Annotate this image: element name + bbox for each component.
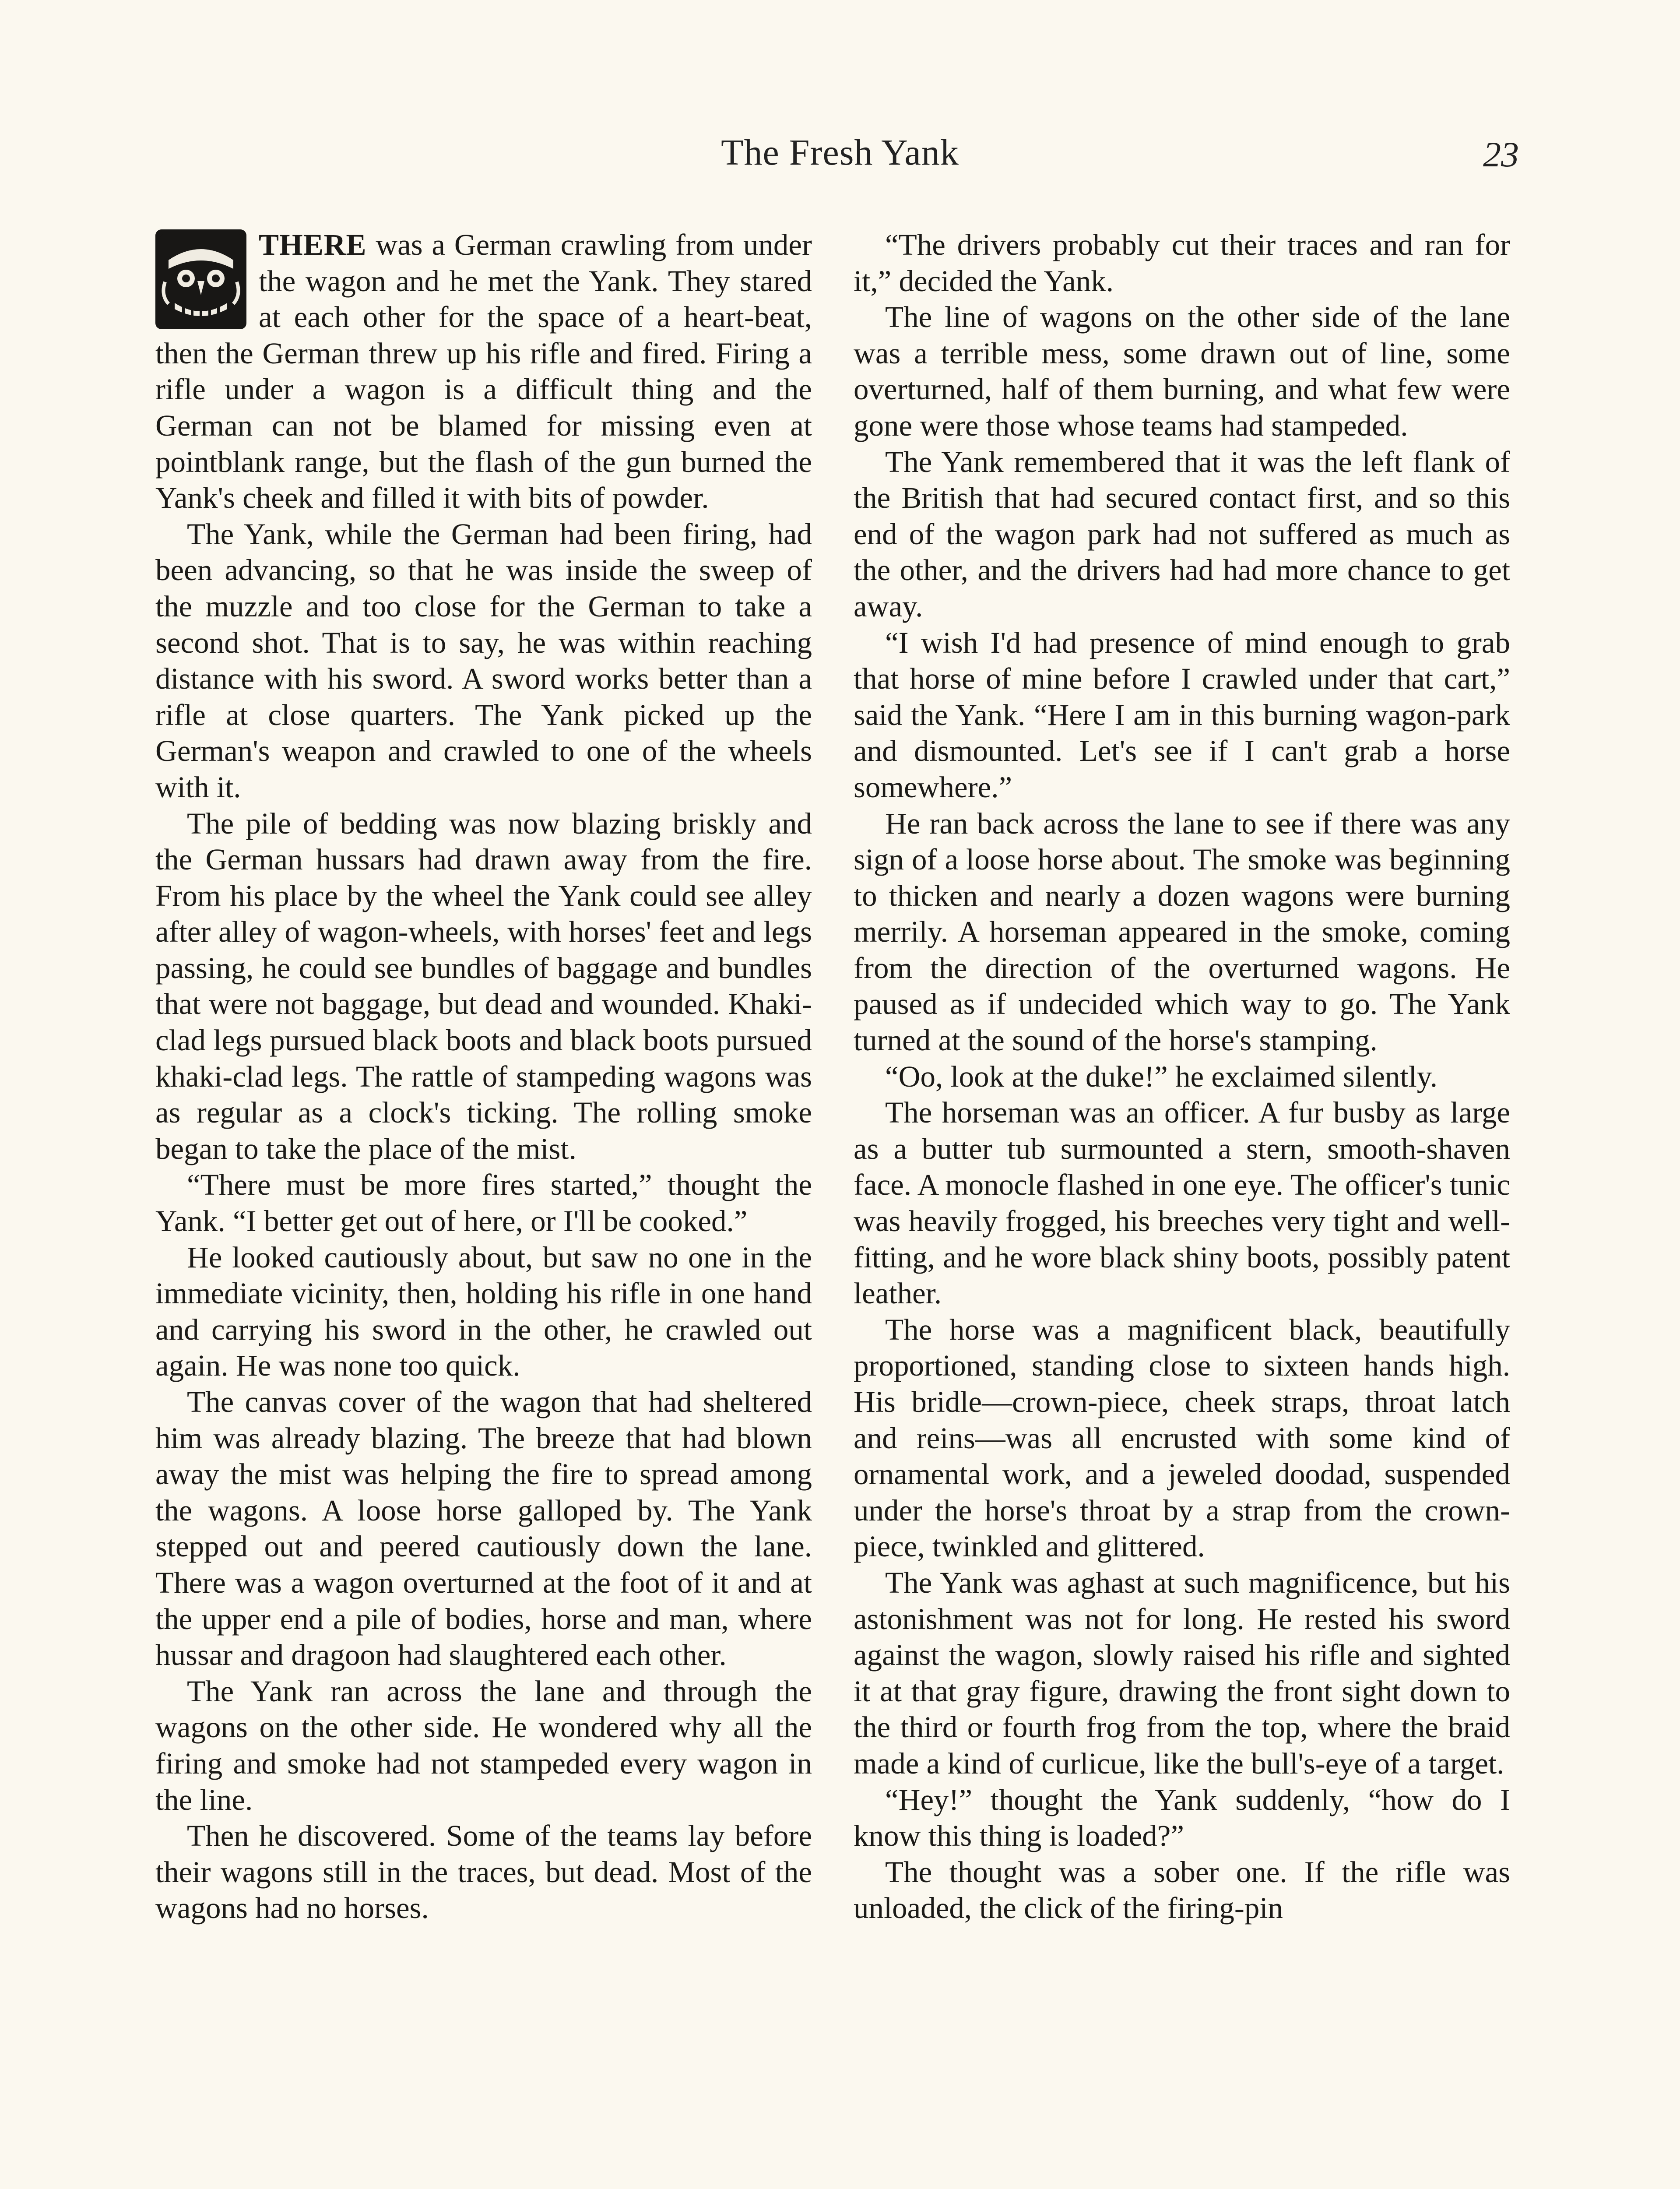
paragraph-4: “There must be more fires started,” thought the Yank. “I better get out of here, or I'll be cooked.”	[155, 1168, 812, 1238]
paragraph-13: He ran back across the lane to see if there was any sign of a loose horse about. The smoke was beginning to thicken and nearly a dozen wagons were burning merrily. A horseman appeared in the smoke, coming from the direction of the overturned wagons. He paused as if undecided which way to go. The Yank turned at the sound of the horse's stamping.	[854, 806, 1510, 1057]
lead-word: THERE	[259, 228, 367, 261]
right-column	[854, 227, 1510, 1926]
paragraph-16: The horse was a magnificent black, beautifully proportioned, standing close to sixteen hands high. His bridle—crown-piece, cheek straps, throat latch and reins—was all encrusted with some kind of ornamental work, and a jeweled doodad, suspended under the horse's throat by a strap from the crown-piece, twinkled and glittered.	[854, 1313, 1510, 1563]
paragraph-3: The pile of bedding was now blazing briskly and the German hussars had drawn away from the fire. From his place by the wheel the Yank could see alley after alley of wagon-wheels, with horses' feet and legs passing, he could see bundles of baggage and bundles that were not baggage, but dead and wounded. Khaki-clad legs pursued black boots and black boots pursued khaki-clad legs. The rattle of stampeding wagons was as regular as a clock's ticking. The rolling smoke began to take the place of the mist.	[155, 806, 812, 1165]
paragraph-10: The line of wagons on the other side of the lane was a terrible mess, some drawn out of line, some overturned, half of them burning, and what few were gone were those whose teams had stampeded.	[854, 300, 1510, 442]
paragraph-2: The Yank, while the German had been firing, had been advancing, so that he was inside the sweep of the muzzle and too close for the German to take a second shot. That is to say, he was within reaching distance with his sword. A sword works better than a rifle at close quarters. The Yank picked up the German's weapon and crawled to one of the wheels with it.	[155, 517, 812, 804]
paragraph-18: “Hey!” thought the Yank suddenly, “how do I know this thing is loaded?”	[854, 1783, 1510, 1853]
paragraph-7: The Yank ran across the lane and through the wagons on the other side. He wondered why all the firing and smoke had not stampeded every wagon in the line.	[155, 1674, 812, 1816]
page-number: 23	[1483, 134, 1519, 174]
paragraph-1-text: was a German crawling from under the wagon and he met the Yank. They stared at each other for the space of a heart-beat, then the German threw up his rifle and fired. Firing a rifle under a wagon is a difficult thing and the German can not be blamed for missing even at pointblank range, but the flash of the gun burned the Yank's cheek and filled it with bits of powder.	[155, 228, 812, 515]
paragraph-12: “I wish I'd had presence of mind enough to grab that horse of mine before I crawled under that cart,” said the Yank. “Here I am in this burning wagon-park and dismounted. Let's see if I can't grab a horse somewhere.”	[854, 626, 1510, 804]
running-title: The Fresh Yank	[721, 132, 959, 173]
paragraph-8: Then he discovered. Some of the teams lay before their wagons still in the traces, but dead. Most of the wagons had no horses.	[155, 1819, 812, 1925]
paragraph-19: The thought was a sober one. If the rifle was unloaded, the click of the firing-pin	[854, 1855, 1510, 1925]
ornamental-initial-mask-icon	[155, 229, 246, 329]
paragraph-5: He looked cautiously about, but saw no one in the immediate vicinity, then, holding his rifle in one hand and carrying his sword in the other, he crawled out again. He was none too quick.	[155, 1240, 812, 1383]
paragraph-14: “Oo, look at the duke!” he exclaimed silently.	[885, 1059, 1438, 1093]
paragraph-15: The horseman was an officer. A fur busby as large as a butter tub surmounted a stern, smooth-shaven face. A monocle flashed in one eye. The officer's tunic was heavily frogged, his breeches very tight and well-fitting, and he wore black shiny boots, possibly patent leather.	[854, 1096, 1510, 1310]
paragraph-11: The Yank remembered that it was the left flank of the British that had secured contact first, and so this end of the wagon park had not suffered as much as the other, and the drivers had had more chance to get away.	[854, 445, 1510, 623]
paragraph-17: The Yank was aghast at such magnificence, but his astonishment was not for long. He rested his sword against the wagon, slowly raised his rifle and sighted it at that gray figure, drawing the front sight down to the third or fourth frog from the top, where the braid made a kind of curlicue, like the bull's-eye of a target.	[854, 1566, 1510, 1780]
left-column	[155, 227, 812, 1926]
paragraph-6: The canvas cover of the wagon that had sheltered him was already blazing. The breeze that had blown away the mist was helping the fire to spread among the wagons. A loose horse galloped by. The Yank stepped out and peered cautiously down the lane. There was a wagon overturned at the foot of it and at the upper end a pile of bodies, horse and man, where hussar and dragoon had slaughtered each other.	[155, 1385, 812, 1672]
paragraph-9: “The drivers probably cut their traces and ran for it,” decided the Yank.	[854, 228, 1510, 298]
paragraph-1	[155, 227, 812, 516]
